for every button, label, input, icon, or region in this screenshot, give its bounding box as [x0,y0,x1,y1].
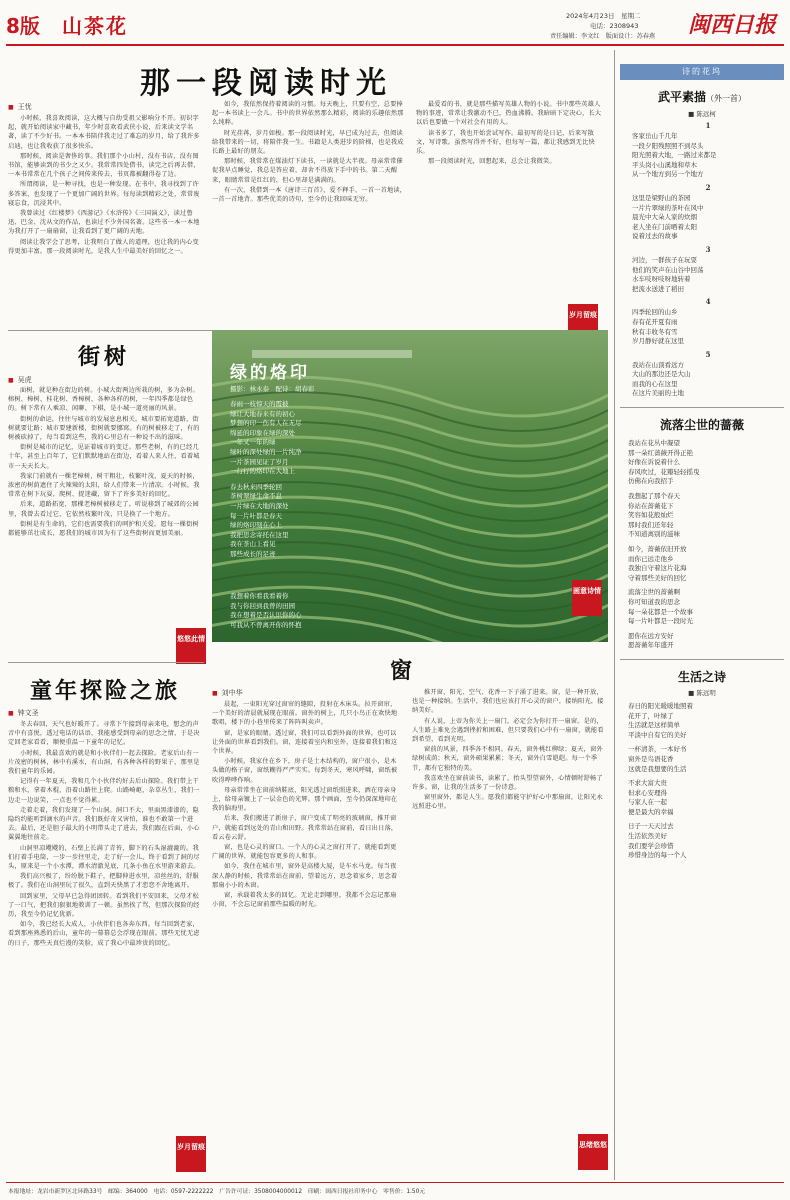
paragraph: 读书多了，我也开始尝试写作。最初写的是日记，后来写散文，写诗歌。虽然写得并不好，但每写一篇，都让我感到无比快乐。 [416,129,595,156]
poem-line: 那时我们还年轻 [628,520,674,529]
masthead [0,0,790,42]
poem-line: 一片绿在大地的深处 [230,501,289,510]
paragraph: 所谓阅读，是一种寻找，也是一种发现。在书中，我寻找到了许多答案，也发现了一个更加广阔的世界。每每读到精彩之处，常常废寝忘食，沉浸其中。 [8,181,200,207]
poem-line: 我与你回到我曾的田园 [230,601,295,610]
stanza-number: 5 [705,349,711,359]
poem-line: 说着过去的故事 [632,232,678,241]
poem2-body [620,439,784,651]
poem-line: 每一片叶都是一段时光 [628,617,693,626]
poem1-subtitle: （外一首） [706,94,746,103]
poem-line: 这就是我想要的生活 [628,764,687,773]
byline-marker: ■ [212,690,218,697]
poem-line: 一段夕阳残照照不到尽头 [632,141,704,150]
poem-line: 我站在花丛中凝望 [628,439,680,448]
paragraph: 如今，我依然保持着阅读的习惯。每天晚上，只要有空，总要捧起一本书读上一会儿。书中的世界依然那么精彩，阅读的乐趣依然那么纯粹。 [212,101,404,127]
poem-line: 绵延的印象在绿的深处 [230,428,295,437]
article2-body [8,386,204,658]
stanza [620,183,784,242]
main-title: 那一段阅读时光 [140,66,392,101]
paragraph: 记得有一年夏天，我和几个小伙伴约好去后山探险。我们带上干粮和水，拿着木棍，沿着山路往上爬。山路崎岖，杂草丛生，我们一边走一边说笑，一点也不觉得累。 [8,778,200,804]
byline-marker: ■ [8,710,14,717]
poem-line: 我想起了那个春天 [628,492,680,501]
poem-line: 岁月静好就在这里 [632,337,684,346]
poem-line: 客家岳山千几年 [632,132,678,140]
poem-line: 不知道离别的滋味 [628,530,680,539]
poem-line: 他们的笑声在山谷中回荡 [632,265,704,274]
poem1-title-text: 武平素描 [657,90,706,104]
poem-line: 我在想着是否认识你的心 [230,611,302,620]
article2-author: 吴虎 [17,376,32,384]
poem-line: 每一朵花都是一个故事 [628,607,693,616]
poem-line: 珍惜身边的每一个人 [628,851,687,860]
poem-line: 在这片美丽的土地 [632,389,684,398]
phone: 电话：2308943 [590,22,639,30]
poem-line: 平淡中自有它的美好 [628,730,687,739]
poem-line: 绿叶的深处绿的一片纯净 [230,447,302,456]
poem-line: 春雨一枝惊天的霞披 [230,400,289,408]
article4-author: 刘中华 [221,689,243,697]
poem-line: 那些成长的足迹 [230,549,276,558]
poem1-title [620,88,784,105]
poem-line: 花开了，叶绿了 [628,711,674,720]
masthead-divider [6,44,784,46]
article4-byline [212,688,243,698]
article4-col1 [212,700,402,1170]
paragraph: 冬去春回，天气也好暖开了。寻常下午接到母亲来电，想念的声音中有喜悦，透过电话的话语，我能感受到母亲的思念之情，于是决定回老家看看，顺便重温一下童年的记忆。 [8,721,200,747]
poem1-author: ■ 陈远柯 [688,110,716,118]
photo-title: 绿的烙印 [230,363,310,383]
poem-line: 每一片叶都是春天 [230,511,282,520]
paragraph: 走着走着，我们发现了一个山洞。洞口不大，里面黑漆漆的，隐隐约约能听到滴水的声音。我们既好奇又害怕，谁也不敢第一个进去。最后，还是胆子最大的小明带头走了进去，我们跟在后面，小心翼翼地往前走。 [8,806,200,842]
paragraph: 那一段阅读时光，回想起来，总会让我微笑。 [428,158,556,166]
poem-line: 但求心安理得 [628,788,667,797]
poem-line: 绿的烙印刻在心上 [230,521,282,530]
poem-line: 流落尘世的蔷薇啊 [628,588,680,597]
paragraph: 窗，是家的眼睛。透过窗，我们可以看到外面的世界，也可以让外面的世界看到我们。窗，连接着室内和室外，连接着我们和这个世界。 [212,729,398,756]
poem-line: 一年又一年的绿 [230,438,276,447]
poem-line: 一杯清茶，一本好书 [628,745,687,754]
paragraph: 窗前的风景，四季各不相同。春天，窗外桃红柳绿；夏天，窗外绿树成荫；秋天，窗外硕果累累；冬天，窗外白雪皑皑。每一个季节，都有它独特的美。 [412,746,603,772]
poem2-title: 流落尘世的蔷薇 [659,418,744,433]
poem-line: 水车吱呀吱呀地转着 [632,275,691,284]
article1-author: 王忧 [17,103,32,111]
poem-line: 晨光中大朵人家的炊烟 [632,213,697,222]
poem-line: 笑容如花般灿烂 [628,511,674,520]
paragraph: 窗，承载着我太多的回忆。无论走到哪里，我都不会忘记那扇小窗，不会忘记窗前那些温暖的时光。 [212,892,397,909]
paragraph: 推开窗，阳光、空气、花香一下子涌了进来。窗，是一种开放，也是一种接纳。生活中，我们也应该打开心灵的窗户，接纳阳光，接纳美好。 [412,689,604,715]
paragraph: 后来，道路拓宽，那棵老樟树被移走了。听说移到了城郊的公园里，我曾去看过它，它依然枝繁叶茂，只是换了一个地方。 [8,501,199,518]
stanza-number: 4 [705,297,711,307]
paragraph: 那时候，阅读是奢侈的事。我们那个小山村，没有书店，没有图书馆，能够读到的书少之又少。我常常四处借书，读完之后再去借，一本书常常在几个孩子之间传来传去，书页都被翻得卷了边。 [8,152,200,179]
painting-stamp: 画意诗情 [572,580,602,616]
paragraph: 晨起，一束阳光穿过窗帘的缝隙，投射在木床头。拉开窗帘，一个美好的清晨就展现在眼前。窗外的树上，几只小鸟正在欢快地歌唱，楼下的小巷里传来了阵阵叫卖声。 [212,701,398,727]
article2-stamp: 悠悠此情 [176,628,206,664]
newspaper-logo: 闽西日报 [688,12,777,38]
poem-line: 四季轮回的山乡 [632,308,678,317]
paragraph: 窗里窗外，都是人生。愿我们都能守护好心中那扇窗，让阳光永远照进心里。 [412,794,603,811]
poem-line: 你站在蔷薇花下 [628,501,674,510]
paragraph: 阅读让我学会了思考，让我明白了做人的道理，也让我的内心变得更加丰富。那一段阅读时光，是我人生中最美好的回忆之一。 [8,238,199,255]
stanza-number: 1 [705,121,711,130]
poem-line: 我想着你看我看着你 [230,592,289,600]
tea-garden-photo [212,330,608,642]
article4-title: 窗 [390,658,413,684]
article1-col3 [416,100,606,300]
poem-line: 把流水送进了稻田 [632,284,684,293]
poem-line: 不求大富大贵 [628,779,667,788]
article4-stamp: 思绪悠悠 [578,1134,608,1170]
poem-line: 一行行的烙印在大地上 [230,467,295,476]
section-divider [8,662,204,663]
poem-line: 我把思念寄托在这里 [230,530,289,539]
poem-line: 守着那些美好的回忆 [628,573,687,582]
poem-line: 愿蔷薇年年盛开 [628,641,674,650]
article1-byline [8,102,32,112]
article1-stamp: 岁月留痕 [568,304,598,340]
paragraph: 面树，就是种在街边的树。小城大街两边所栽的树，多为杂树。榕树、樟树、桂花树、香樟树，各种各样的树，一年四季都是绿色的。树下常有人乘凉、闲聊、下棋，是小城一道亮丽的风景。 [8,387,199,413]
poem-line: 平头岗小山溪地和草木 [632,160,697,169]
paragraph: 街树是城市的记忆，见证着城市的变迁。那些老树，有的已经几十年，甚至上百年了，它们默默地站在街边，看着人来人往，看着城市一天天长大。 [8,444,200,470]
stanza [620,245,784,294]
poem-line: 我站在山顶看远方 [632,360,684,369]
poem-line: 我独自守着这片花海 [628,564,687,573]
paragraph: 后来，我们搬进了新房子，窗户变成了明亮的玻璃窗，推开窗户，就能看到远处的青山和田野。我常常站在窗前，看日出日落，看云卷云舒。 [212,815,398,841]
poem-line: 可我从不曾离开你的怀抱 [230,620,302,629]
photo-poem-2 [230,592,370,630]
poem-line: 愿你在远方安好 [628,631,674,640]
article2-title: 街树 [78,344,131,370]
editors: 责任编辑：李文红 版面设计：苏春燕 [550,33,656,40]
stanza-number: 3 [705,244,711,254]
paragraph: 山洞里凉飕飕的，石壁上长满了青苔，脚下的石头湿漉漉的。我们打着手电筒，一步一步往里走，走了好一会儿，终于看到了洞的尽头，原来是一个小水潭，潭水清澈见底，几条小鱼在水里游来游去。 [8,844,200,871]
issue-date: 2024年4月23日 星期二 [566,12,641,20]
byline-marker: ■ [8,104,14,111]
section-name: 山茶花 [62,14,128,38]
sidebar [620,64,784,1178]
paragraph: 我们高兴极了，纷纷脱下鞋子，把脚伸进水里，凉丝丝的，舒服极了。我们在山洞里玩了很久，直到天快黑了才恋恋不舍地离开。 [8,873,199,890]
paragraph: 回到家里，父母早已急得团团转。看到我们平安回来，父母才松了一口气，把我们狠狠地教训了一顿。虽然挨了骂，但那次探险的经历，我至今仍记忆犹新。 [8,892,200,919]
photo-caption: 摄影：林永泰 配诗：胡春彩 [230,385,315,393]
article3-title: 童年探险之旅 [30,678,181,704]
paragraph: 我喜欢坐在窗前读书，读累了，抬头望望窗外，心情顿时舒畅了许多。窗，让我的生活多了一份诗意。 [412,774,603,792]
poem-line: 秋有丰收冬有雪 [632,327,678,336]
poem-line: 生活就是这样简单 [628,721,680,730]
paragraph: 如今，我已经长大成人，小伙伴们也各奔东西。每当回到老家，看到那座熟悉的后山，童年的一幕幕总会浮现在眼前。那些无忧无虑的日子，那些天真烂漫的笑脸，成了我心中最珍贵的回忆。 [8,921,200,947]
paragraph: 街树的命运，往往与城市的发展息息相关。城市要拓宽道路，街树就要让路；城市要建新楼，街树就要挪窝。有的树被移走了，有的树被砍掉了，每当看到这些，我的心里总有一种说不出的滋味。 [8,415,200,442]
poem-line: 好像在诉说着什么 [628,458,680,467]
poem-line: 绿让大地春来有的初心 [230,409,295,418]
poem3-title: 生活之诗 [677,669,726,684]
stanza [620,121,784,180]
photo-poem [230,400,350,560]
poem-line: 河边，一群孩子在玩耍 [632,255,697,264]
poem-line: 仿佛在向我招手 [628,477,674,486]
article3-body [8,720,204,1170]
poem-line: 梦想的印一伤有人在无尽 [230,419,302,428]
poem-line: 春有花开夏有雨 [632,317,678,326]
footer-info: 本报地址：龙岩市新罗区北环路33号 邮编：364000 电话：0597-2222222 广告许可证：3508004000012 印刷：闽西日报社印务中心 零售价：1.50元 [8,1189,426,1195]
paragraph: 有一次，我借到一本《唐诗三百首》，爱不释手，一首一首地读，一首一首地背。那些优美的诗句，至今仍让我回味无穷。 [212,186,407,204]
byline-marker: ■ [8,377,14,384]
paragraph: 窗，也是心灵的窗口。一个人的心灵之窗打开了，就能看到更广阔的世界，就能包容更多的人和事。 [212,844,397,861]
poem-line: 从一个地方到另一个地方 [632,170,704,179]
poem-line: 这里是梁野山的茶园 [632,193,691,202]
page-number: 8版 [6,14,40,38]
paragraph: 最爱看的书，就是那些描写英雄人物的小说。书中那些英雄人物的事迹，常常让我激动不已，热血沸腾。我暗暗下定决心，长大以后也要做一个对社会有用的人。 [416,101,602,127]
article1-col1 [8,114,204,324]
poem-line: 春去秋来四季轮回 [230,482,282,491]
stanza-number: 2 [705,182,711,192]
paragraph: 时光荏苒，岁月如梭。那一段阅读时光，早已成为过去，但阅读给我带来的一切，将陪伴我一生。书籍是人类进步的阶梯，也是我成长路上最好的朋友。 [212,129,404,156]
poem-line: 一片片翠绿的茶叶在风中 [632,203,704,212]
poem-line: 那一朵红蔷薇开得正艳 [628,448,693,457]
poem-line: 生活依然美好 [628,832,667,841]
poem-line: 如今，蔷薇依旧开放 [628,545,687,553]
article2-byline [8,375,32,385]
poem-line: 窗外是鸟语花香 [628,754,674,763]
poem-line: 大山的那边还是大山 [632,370,691,379]
poem-line: 一片茶园见证了岁月 [230,457,289,466]
poem-line: 日子一天天过去 [628,822,674,831]
paragraph: 小时候，我喜欢阅读，这大概与自幼受祖父影响分不开。初识字起，就开始阅读家中藏书，年少时喜欢看武侠小说，后来读文学名著，读了不少好书。一本本书陪伴我走过了难忘的岁月，给了我许多启迪，也让我收获了很多快乐。 [8,115,200,150]
paragraph: 我家门前就有一棵老樟树，树干粗壮，枝繁叶茂，夏天的时候，浓密的树荫遮住了火辣辣的太阳，给人们带来一片清凉。小时候，我常常在树下玩耍，爬树、捉迷藏，留下了许多美好的回忆。 [8,472,200,499]
paragraph: 母亲常常坐在窗前纳鞋底，阳光透过窗纸照进来，洒在母亲身上，给母亲镀上了一层金色的光辉。那个画面，至今仍深深地印在我的脑海里。 [212,786,398,813]
poem-line: 春日的阳光暖暖地照着 [628,701,693,710]
article1-col2 [212,100,408,320]
paragraph: 小时候，我家住在乡下，房子是土木结构的，窗户很小，是木头做的格子窗，窗纸糊得严严实实。每到冬天，寒风呼啸，窗纸被吹得哗哗作响。 [212,758,398,784]
article4-col2 [412,688,608,1168]
footer-divider [6,1182,784,1183]
sidebar-header: 诗的花坞 [620,64,784,80]
paragraph: 那时候，我常常在煤油灯下读书，一读就是大半夜。母亲常常催促我早点睡觉，我总是答应着，却舍不得放下手中的书。第二天醒来，眼睛常常是红红的，但心里却是满满的。 [212,158,403,184]
poem-line: 茶树翠绿生命不息 [230,492,282,501]
poem3-author: ■ 陈远明 [688,688,716,697]
poem-line: 老人坐在门前晒着太阳 [632,222,697,231]
paragraph: 我曾读过《红楼梦》《西游记》《水浒传》《三国演义》，读过鲁迅、巴金、沈从文的作品，也读过不少外国名著。这些书一本一本地为我打开了一扇扇窗，让我看到了更广阔的天地。 [8,210,200,236]
poem-line: 而我的心在这里 [632,379,678,388]
stanza [620,350,784,399]
poem-line: 我们要学会珍惜 [628,841,674,850]
poem-line: 而你已远走他乡 [628,554,674,563]
poem-line: 与家人在一起 [628,798,667,807]
poem-line: 春风吹过，花瓣轻轻摇曳 [628,467,700,476]
paragraph: 街树是有生命的，它们也需要我们的呵护和关爱。愿每一棵街树都能够茁壮成长，愿我们的城市因为有了这些街树而更加美丽。 [8,520,199,538]
paragraph: 有人说，上帝为你关上一扇门，必定会为你打开一扇窗。是的，人生路上难免会遇到挫折和困难，但只要我们心中有一扇窗，就能看到希望，看到光明。 [412,717,604,744]
poem3-body [620,702,784,861]
stanza [620,297,784,346]
article3-author: 钟文圣 [17,709,39,717]
sidebar-divider [614,50,615,1180]
poem-line: 阳光照着大地，一路过来都是 [632,151,717,160]
paragraph: 小时候，我最喜欢的就是和小伙伴们一起去探险。老家后山有一片茂密的树林，林中有溪水，有山洞，有各种各样的野果子，那里是我们童年的乐园。 [8,749,200,776]
poem-line: 我在茶山上看见 [230,540,276,549]
article3-byline [8,708,39,718]
article3-stamp: 岁月留痕 [176,1136,206,1172]
poem-line: 便是最大的幸福 [628,807,674,816]
poem-line: 你可知道我的思念 [628,597,680,606]
paragraph: 如今，我住在城市里，窗外是高楼大厦，是车水马龙。每当夜深人静的时候，我常常站在窗前，望着远方，思念着家乡，思念着那扇小小的木窗。 [212,863,398,889]
